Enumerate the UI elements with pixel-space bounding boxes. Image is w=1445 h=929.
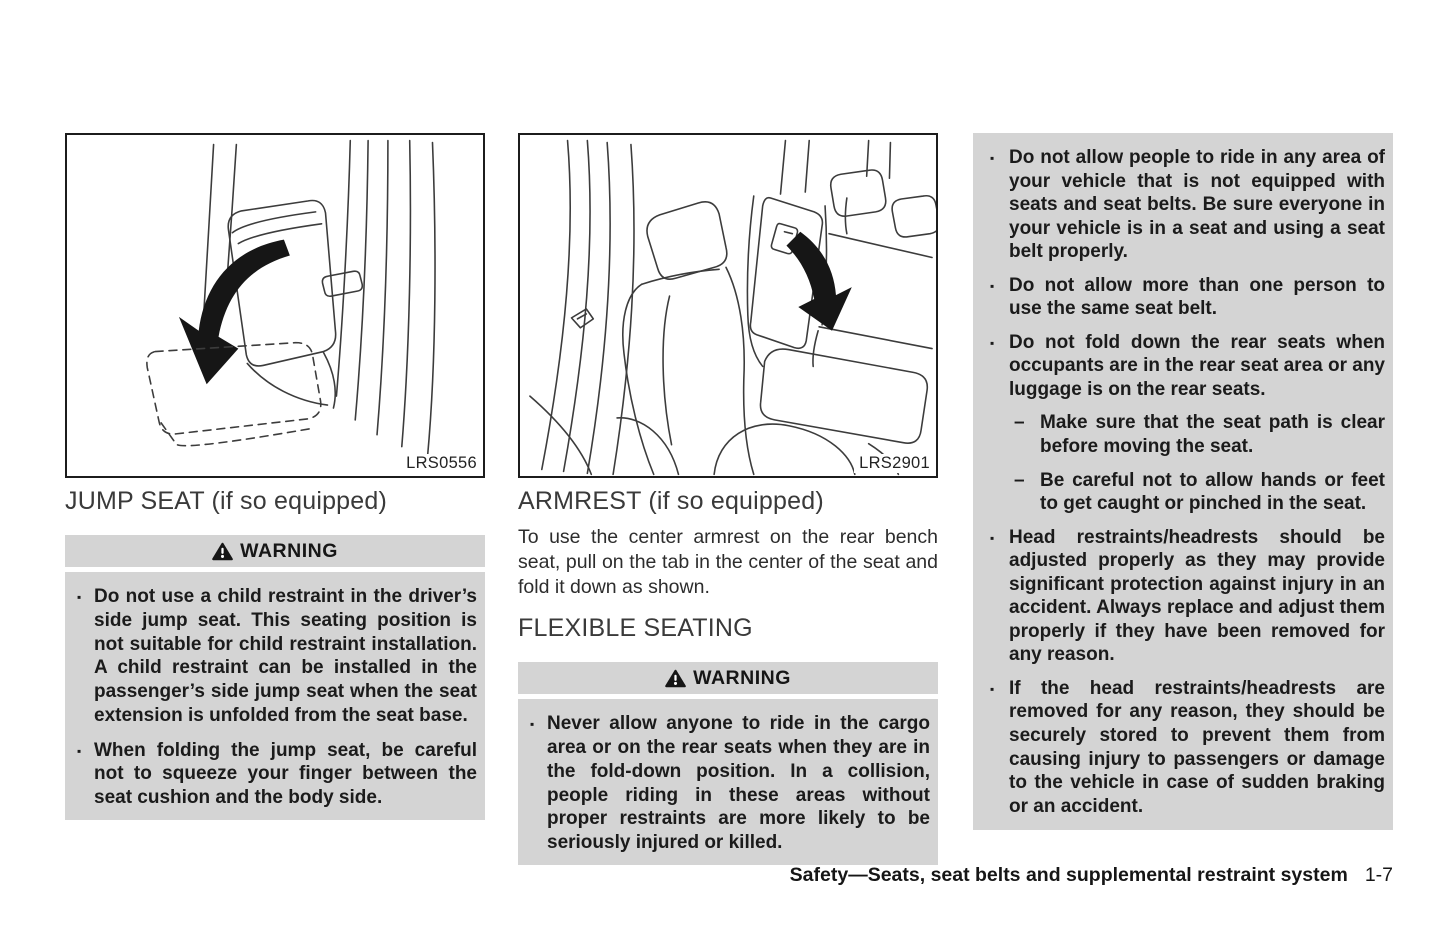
bullet-marker: ▪ [990,335,995,350]
bullet-marker: ▪ [990,530,995,545]
warning-title: WARNING [693,666,791,689]
safety-bullet [983,526,1385,667]
dash-marker: – [1014,412,1025,434]
footer-page-number: 1-7 [1364,864,1393,886]
warning-triangle-icon [665,669,686,688]
warning-bullet [77,585,477,728]
flexible-seating-warning [518,662,938,865]
armrest-paragraph: To use the center armrest on the rear bench seat, pull on the tab in the center of the seat and fold it down as shown. [518,526,938,598]
safety-bullet [983,331,1385,402]
warning-bullet [530,712,930,855]
safety-bullet-text: If the head restraints/headrests are removed for any reason, they should be securely stored to prevent them from causing injury to passengers or damage to the vehicle in case of sudden braking or an accident. [1009,677,1385,817]
warning-bullet-text: When folding the jump seat, be careful not to squeeze your finger between the seat cushion and the body side. [94,739,477,808]
armrest-figure [518,133,938,478]
warning-header [518,662,938,694]
warning-bullet-text: Never allow anyone to ride in the cargo area or on the rear seats when they are in the fold-down position. In a collision, people riding in these areas without proper restraints are more likely to be seriously injured or killed. [547,713,930,853]
warning-body [518,699,938,865]
jump-seat-warning [65,535,485,820]
bullet-marker: ▪ [990,278,995,293]
right-column [973,133,1393,830]
bullet-marker: ▪ [990,681,995,696]
flexible-seating-heading: FLEXIBLE SEATING [518,614,753,643]
safety-bullet-text: Do not allow more than one person to use the same seat belt. [1009,274,1385,320]
warning-bullet [77,739,477,810]
bullet-marker: ▪ [990,151,995,165]
armrest-illustration [520,135,936,476]
armrest-heading: ARMREST (if so equipped) [518,487,824,515]
bullet-marker: ▪ [77,590,82,604]
warning-bullet-text: Do not use a child restraint in the driver’s side jump seat. This seating position is not suitable for child restraint installation. A child restraint can be installed in the passenger’s side jump seat when the seat extension is unfolded from the seat base. [94,586,477,726]
safety-bullet-text: Do not allow people to ride in any area of your vehicle that is not equipped with seats and seat belts. Be sure everyone in your vehicle is in a seat and using a seat belt properly. [1009,147,1385,263]
safety-sub-bullet [983,469,1385,516]
warning-header [65,535,485,567]
safety-bullet [983,146,1385,264]
bullet-marker: ▪ [77,743,82,758]
bullet-marker: ▪ [530,717,535,732]
warning-body [65,572,485,820]
dash-marker: – [1014,469,1025,491]
warning-title: WARNING [240,539,338,562]
page-footer [790,864,1393,887]
figure-caption: LRS0556 [401,454,477,473]
safety-sub-bullet-text: Make sure that the seat path is clear before moving the seat. [1040,412,1385,458]
jump-seat-heading: JUMP SEAT (if so equipped) [65,487,388,515]
safety-bullet [983,677,1385,818]
middle-column [518,133,938,865]
safety-sub-bullet-text: Be careful not to allow hands or feet to get caught or pinched in the seat. [1040,469,1385,515]
figure-caption: LRS2901 [854,454,930,473]
safety-bullet [983,274,1385,321]
left-column [65,133,485,820]
jump-seat-figure [65,133,485,478]
warning-triangle-icon [212,542,233,561]
jump-seat-illustration [67,135,483,476]
safety-bullet-text: Head restraints/headrests should be adjusted properly as they may provide significant protection against injury in an accident. Always replace and adjust them properly if they have been removed for any reason. [1009,526,1385,666]
safety-sub-bullet [983,411,1385,458]
safety-notes-box [973,133,1393,830]
safety-bullet-text: Do not fold down the rear seats when occupants are in the rear seat area or any luggage is on the rear seats. [1009,331,1385,400]
footer-chapter-title: Safety—Seats, seat belts and supplemental restraint system [789,864,1348,886]
